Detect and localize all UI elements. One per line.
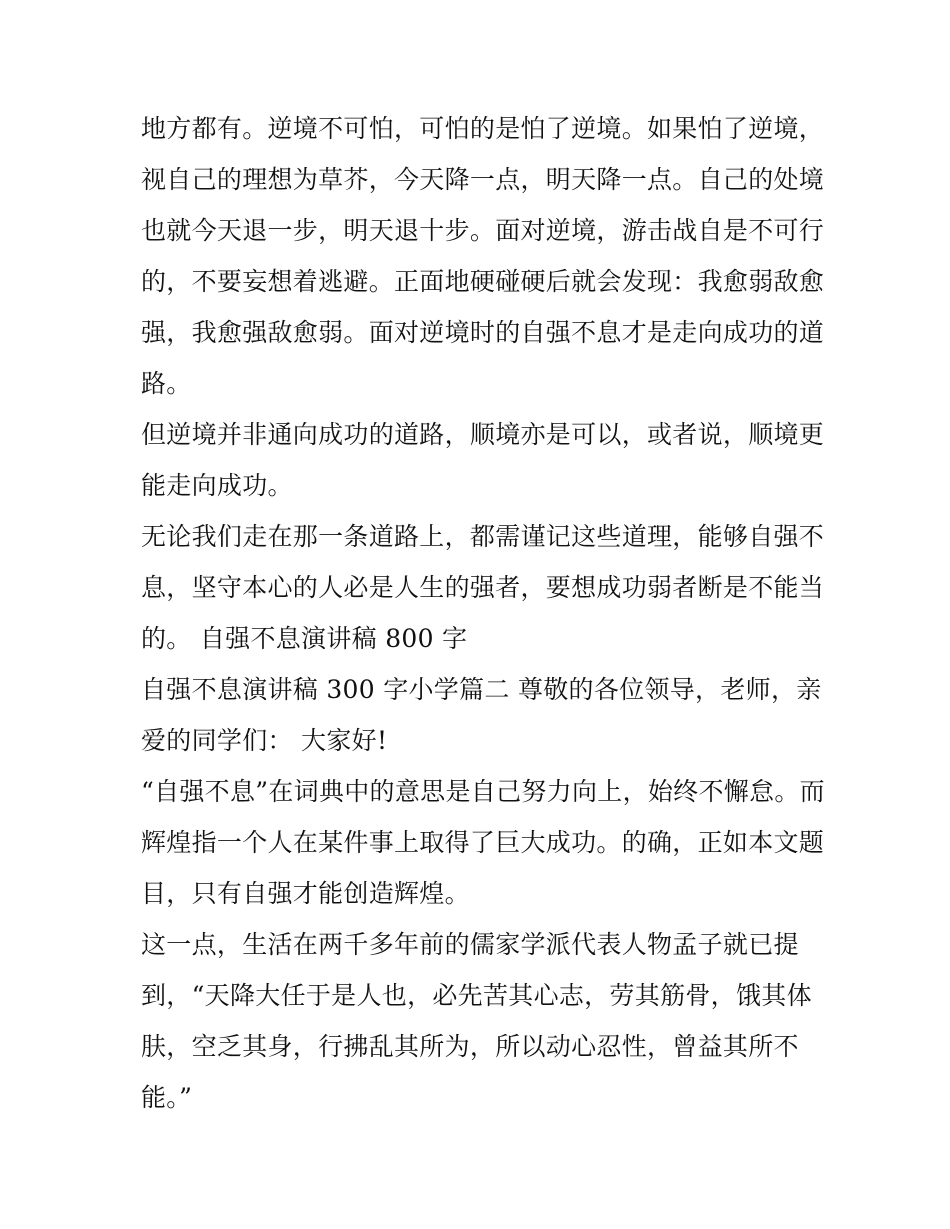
text-line: 息，坚守本心的人必是人生的强者，要想成功弱者断是不能当 xyxy=(141,573,825,602)
text-line: 目，只有自强才能创造辉煌。 xyxy=(141,879,470,908)
document-body xyxy=(141,103,825,1123)
text-line: 爱的同学们： 大家好! xyxy=(141,726,388,755)
text-line: 无论我们走在那一条道路上，都需谨记这些道理，能够自强不 xyxy=(141,522,825,551)
text-line: 的，不要妄想着逃避。正面地硬碰硬后就会发现：我愈弱敌愈 xyxy=(141,267,825,296)
text-line: 肤，空乏其身，行拂乱其所为，所以动心忍性，曾益其所不 xyxy=(141,1032,799,1061)
text-line: 路。 xyxy=(141,369,192,398)
text-line: 地方都有。逆境不可怕，可怕的是怕了逆境。如果怕了逆境， xyxy=(141,114,825,143)
text-line: 但逆境并非通向成功的道路，顺境亦是可以，或者说，顺境更 xyxy=(141,420,825,449)
text-line: “自强不息”在词典中的意思是自己努力向上，始终不懈怠。而 xyxy=(141,777,825,806)
text-line: 辉煌指一个人在某件事上取得了巨大成功。的确，正如本文题 xyxy=(141,828,825,857)
text-line: 的。 自强不息演讲稿 800 字 xyxy=(141,624,468,653)
text-line: 到，“天降大任于是人也，必先苦其心志，劳其筋骨，饿其体 xyxy=(141,981,812,1010)
text-line: 视自己的理想为草芥，今天降一点，明天降一点。自己的处境 xyxy=(141,165,825,194)
text-line: 这一点，生活在两千多年前的儒家学派代表人物孟子就已提 xyxy=(141,930,799,959)
text-line: 自强不息演讲稿 300 字小学篇二 尊敬的各位领导，老师，亲 xyxy=(141,675,822,704)
text-line: 也就今天退一步，明天退十步。面对逆境，游击战自是不可行 xyxy=(141,216,825,245)
text-line: 强，我愈强敌愈弱。面对逆境时的自强不息才是走向成功的道 xyxy=(141,318,825,347)
text-line: 能。” xyxy=(141,1083,193,1112)
text-line: 能走向成功。 xyxy=(141,471,293,500)
